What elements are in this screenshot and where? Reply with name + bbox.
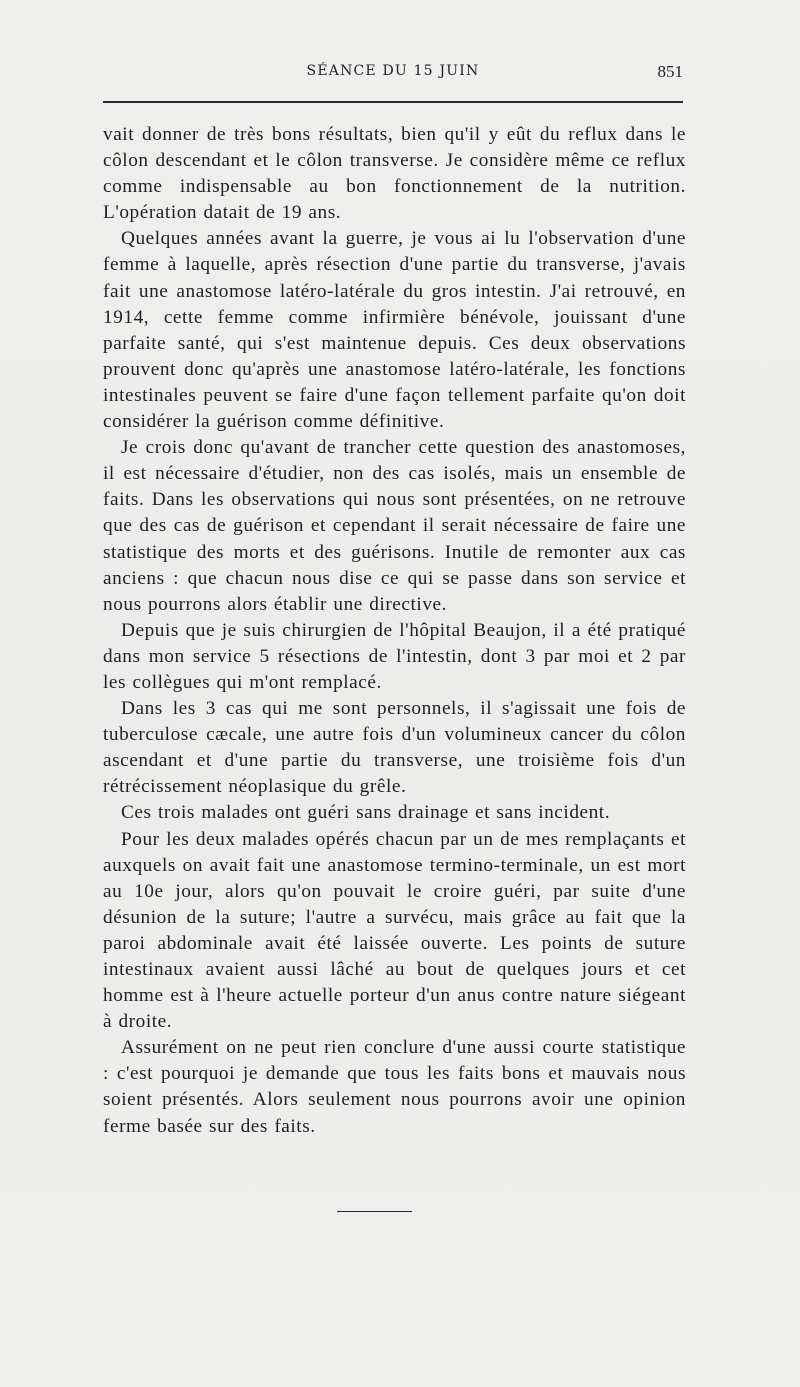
paragraph-6: Ces trois malades ont guéri sans drainage et sans incident.: [121, 802, 611, 824]
page-header: [103, 62, 683, 84]
paragraph-5: Dans les 3 cas qui me sont personnels, il s'agissait une fois de tuberculose cæcale, une autre fois d'un volumineux cancer du côlon ascendant et d'une partie du transverse, une troisième fois d'un rétrécissement néoplasique du grêle.: [103, 698, 686, 798]
end-rule: [337, 1211, 412, 1212]
page-number: 851: [657, 62, 683, 81]
paragraph-3: Je crois donc qu'avant de trancher cette question des anastomoses, il est nécessaire d'étudier, non des cas isolés, mais un ensemble de faits. Dans les observations qui nous sont présentées, on ne retrouve que des cas de guérison et cependant il serait nécessaire de faire une statistique des morts et des guérisons. Inutile de remonter aux cas anciens : que chacun nous dise ce qui se passe dans son service et nous pourrons alors établir une directive.: [103, 437, 686, 615]
paragraph-2: Quelques années avant la guerre, je vous ai lu l'observation d'une femme à laquelle, après résection d'une partie du transverse, j'avais fait une anastomose latéro-latérale du gros intestin. J'ai retrouvé, en 1914, cette femme comme infirmière bénévole, jouissant d'une parfaite santé, qui s'est maintenue depuis. Ces deux observations prouvent donc qu'après une anastomose latéro-latérale, les fonctions intestinales peuvent se faire d'une façon tellement parfaite qu'on doit considérer la guérison comme définitive.: [103, 228, 686, 433]
header-rule: [103, 101, 683, 103]
body-text: [103, 122, 686, 1140]
paragraph-4: Depuis que je suis chirurgien de l'hôpital Beaujon, il a été pratiqué dans mon service 5 résections de l'intestin, dont 3 par moi et 2 par les collègues qui m'ont remplacé.: [103, 619, 686, 693]
paragraph-8: Assurément on ne peut rien conclure d'une aussi courte statistique : c'est pourquoi je demande que tous les faits bons et mauvais nous soient présentés. Alors seulement nous pourrons avoir une opinion ferme basée sur des faits.: [103, 1037, 686, 1137]
running-title: SÉANCE DU 15 JUIN: [306, 63, 480, 79]
paragraph-1: vait donner de très bons résultats, bien qu'il y eût du reflux dans le côlon descendant et le côlon transverse. Je considère même ce reflux comme indispensable au bon fonctionnement de la nutrition. L'opération datait de 19 ans.: [103, 124, 686, 224]
paragraph-7: Pour les deux malades opérés chacun par un de mes remplaçants et auxquels on avait fait une anastomose termino-terminale, un est mort au 10e jour, alors qu'on pouvait le croire guéri, par suite d'une désunion de la suture; l'autre a survécu, mais grâce au fait que la paroi abdominale avait été laissée ouverte. Les points de suture intestinaux avaient aussi lâché au bout de quelques jours et cet homme est à l'heure actuelle porteur d'un anus contre nature siégeant à droite.: [103, 828, 686, 1033]
